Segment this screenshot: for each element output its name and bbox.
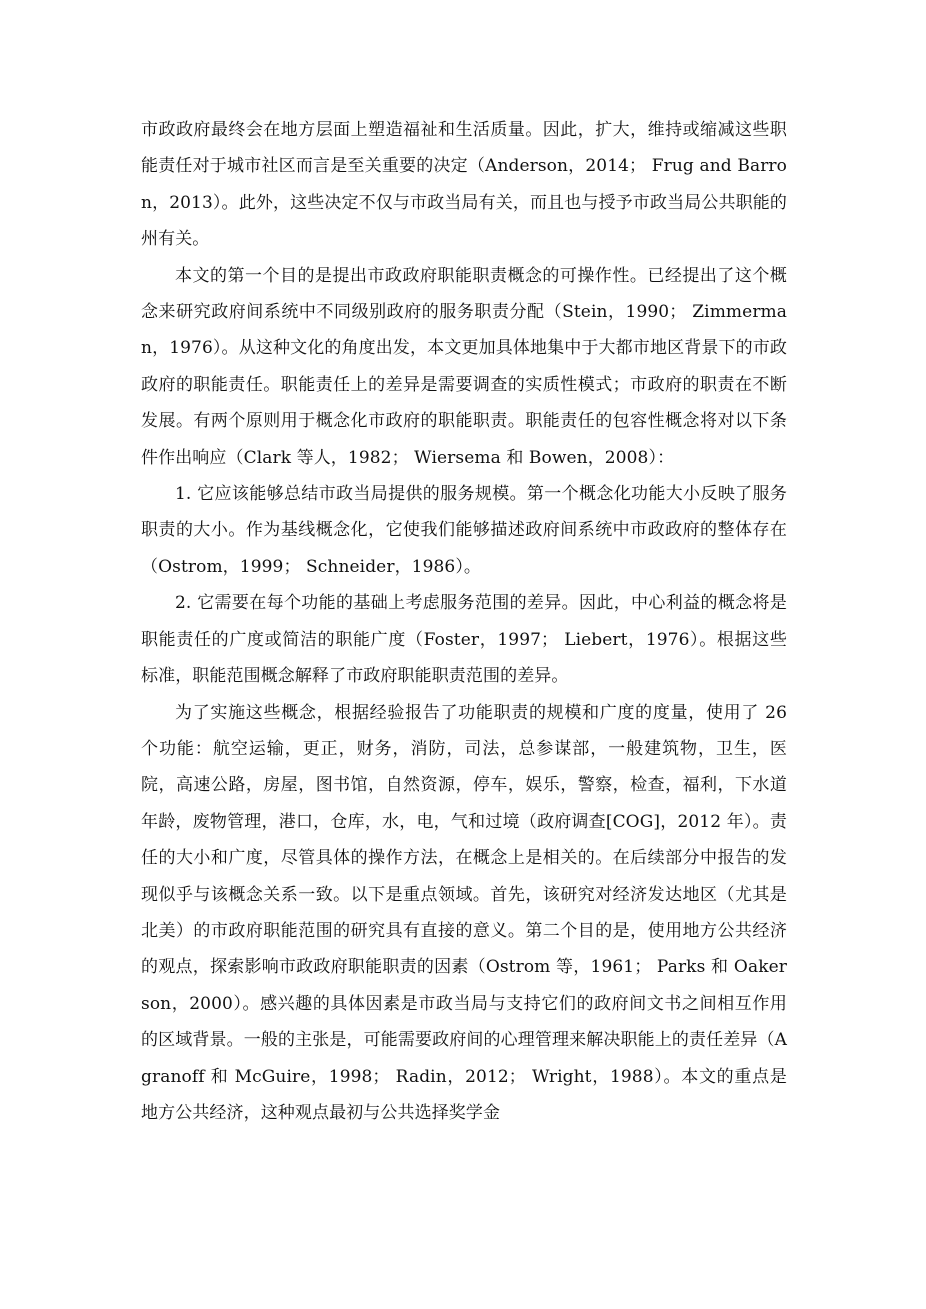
paragraph-first-purpose: 本文的第一个目的是提出市政政府职能职责概念的可操作性。已经提出了这个概念来研究政府间系统中不同级别政府的服务职责分配（Stein，1990； Zimmerman，1976）。从这种文化的角度出发，本文更加具体地集中于大都市地区背景下的市政政府的职能责任。职能责任上的差异是需要调查的实质性模式；市政府的职责在不断发展。有两个原则用于概念化市政府的职能职责。职能责任的包容性概念将对以下条件作出响应（Clark 等人，1982； Wiersema 和 Bowen，2008）： [141, 265, 787, 468]
paragraph-operationalization: 为了实施这些概念，根据经验报告了功能职责的规模和广度的度量，使用了 26 个功能：航空运输，更正，财务，消防，司法，总参谋部，一般建筑物，卫生，医院，高速公路，房屋，图书馆，自然资源，停车，娱乐，警察，检查，福利，下水道年龄，废物管理，港口，仓库，水，电，气和过境（政府调查[COG]，2012 年）。责任的大小和广度，尽管具体的操作方法，在概念上是相关的。在后续部分中报告的发现似乎与该概念关系一致。以下是重点领域。首先，该研究对经济发达地区（尤其是北美）的市政府职能范围的研究具有直接的意义。第二个目的是，使用地方公共经济的观点，探索影响市政政府职能职责的因素（Ostrom 等，1961； Parks 和 Oakerson，2000）。感兴趣的具体因素是市政当局与支持它们的政府间文书之间相互作用的区域背景。一般的主张是，可能需要政府间的心理管理来解决职能上的责任差异（Agranoff 和 McGuire，1998； Radin，2012； Wright，1988）。本文的重点是地方公共经济，这种观点最初与公共选择奖学金 [141, 702, 787, 1123]
paragraph-criterion-size: 1. 它应该能够总结市政当局提供的服务规模。第一个概念化功能大小反映了服务职责的大小。作为基线概念化，它使我们能够描述政府间系统中市政政府的整体存在（Ostrom，1999； Schneider，1986）。 [141, 484, 787, 577]
document-body [141, 112, 787, 1131]
paragraph-criterion-breadth: 2. 它需要在每个功能的基础上考虑服务范围的差异。因此，中心利益的概念将是职能责任的广度或简洁的职能广度（Foster，1997； Liebert，1976）。根据这些标准，职能范围概念解释了市政府职能职责范围的差异。 [141, 593, 787, 687]
paragraph-welfare-decisions: 市政政府最终会在地方层面上塑造福祉和生活质量。因此，扩大，维持或缩减这些职能责任对于城市社区而言是至关重要的决定（Anderson，2014； Frug and Barron，2013）。此外，这些决定不仅与市政当局有关，而且也与授予市政当局公共职能的州有关。 [141, 120, 787, 250]
